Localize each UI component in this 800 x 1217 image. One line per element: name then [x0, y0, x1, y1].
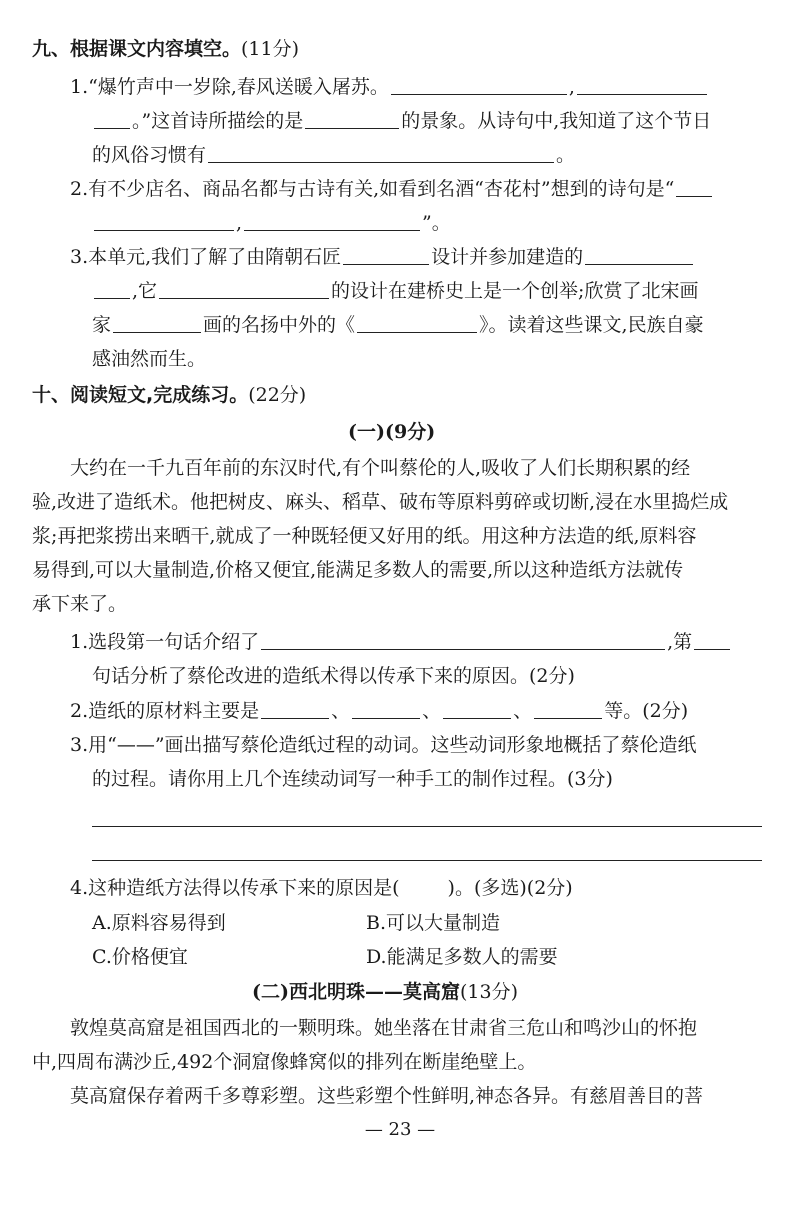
s9-q2-close: ”。 — [422, 212, 451, 234]
p1-q2-blank-1[interactable] — [261, 700, 329, 719]
option-a[interactable]: A.原料容易得到 — [92, 912, 226, 934]
section-10-title: 十、阅读短文,完成练习。 — [32, 384, 249, 406]
p1-q1-blank-2[interactable] — [694, 631, 730, 650]
s9-q1-blank-5[interactable] — [208, 144, 554, 163]
section-9-title: 九、根据课文内容填空。 — [32, 38, 242, 60]
passage-1-line-2: 验,改进了造纸术。他把树皮、麻头、稻草、破布等原料剪碎或切断,浸在水里捣烂成 — [32, 491, 729, 513]
s9-q2-text: 2.有不少店名、商品名都与古诗有关,如看到名酒“杏花村”想到的诗句是“ — [70, 178, 675, 200]
section-10-heading — [32, 383, 306, 407]
p1-q2-blank-3[interactable] — [443, 700, 511, 719]
s9-q3-text-4: 的设计在建桥史上是一个创举;欣赏了北宋画 — [331, 280, 699, 302]
option-b[interactable]: B.可以大量制造 — [366, 912, 501, 934]
passage-1-line-4: 易得到,可以大量制造,价格又便宜,能满足多数人的需要,所以这种造纸方法就传 — [32, 559, 684, 581]
s9-q3-text-6: 画的名扬中外的《 — [203, 314, 356, 336]
s9-q1-text-4: 的风俗习惯有 — [92, 144, 207, 166]
answer-line-1[interactable] — [92, 826, 762, 827]
p1-q2-sep-2: 、 — [422, 700, 442, 722]
s9-q1-line2 — [92, 109, 711, 133]
part-2-title: (二)西北明珠——莫高窟 — [252, 981, 460, 1003]
p1-q3-line1: 3.用“——”画出描写蔡伦造纸过程的动词。这些动词形象地概括了蔡伦造纸 — [70, 734, 697, 756]
p1-q2-blank-2[interactable] — [352, 700, 420, 719]
p1-q2-line — [70, 699, 688, 723]
passage-2-line-2: 中,四周布满沙丘,492个洞窟像蜂窝似的排列在断崖绝壁上。 — [32, 1051, 537, 1073]
p1-q3-line2: 的过程。请你用上几个连续动词写一种手工的制作过程。(3分) — [92, 768, 613, 790]
s9-q3-blank-1[interactable] — [343, 246, 429, 265]
s9-q3-text-2: 设计并参加建造的 — [431, 246, 584, 268]
passage-2-line-1: 敦煌莫高窟是祖国西北的一颗明珠。她坐落在甘肃省三危山和鸣沙山的怀抱 — [70, 1017, 698, 1039]
s9-q3-text-8: 感油然而生。 — [92, 348, 207, 370]
p1-q2-text-2: 等。(2分) — [604, 700, 689, 722]
p1-q1-line1 — [70, 630, 732, 654]
s9-q1-blank-1[interactable] — [391, 76, 567, 95]
s9-q1-blank-2[interactable] — [577, 76, 707, 95]
s9-q3-text: 3.本单元,我们了解了由隋朝石匠 — [70, 246, 342, 268]
s9-q3-line2 — [92, 279, 698, 303]
p1-q4-text: 4.这种造纸方法得以传承下来的原因是( — [70, 877, 400, 899]
part-2-points: (13分) — [459, 981, 518, 1003]
p1-q2-sep-1: 、 — [331, 700, 351, 722]
part-2-heading — [252, 980, 518, 1004]
p1-q1-text-2: ,第 — [667, 631, 693, 653]
passage-2-line-3: 莫高窟保存着两千多尊彩塑。这些彩塑个性鲜明,神态各异。有慈眉善目的菩 — [70, 1085, 704, 1107]
part-1-title: (一)(9分) — [348, 421, 436, 443]
p1-q2-sep-3: 、 — [513, 700, 533, 722]
s9-q1-comma: , — [568, 76, 575, 98]
s9-q3-blank-4[interactable] — [159, 280, 329, 299]
s9-q2-comma: , — [236, 212, 243, 234]
s9-q1-period: 。 — [556, 144, 576, 166]
s9-q3-blank-2[interactable] — [585, 246, 693, 265]
s9-q2-line1 — [70, 177, 714, 201]
s9-q1-text-3: 的景象。从诗句中,我知道了这个节日 — [401, 110, 712, 132]
section-10-points: (22分) — [248, 384, 307, 406]
s9-q3-line1 — [70, 245, 695, 269]
answer-line-2[interactable] — [92, 860, 762, 861]
option-d[interactable]: D.能满足多数人的需要 — [366, 946, 558, 968]
s9-q2-blank-1[interactable] — [676, 178, 712, 197]
s9-q1-line3 — [92, 143, 575, 167]
s9-q1-blank-3[interactable] — [94, 110, 130, 129]
page-number: — 23 — — [364, 1119, 436, 1140]
s9-q2-line2 — [92, 211, 451, 235]
option-c[interactable]: C.价格便宜 — [92, 946, 188, 968]
s9-q3-blank-5[interactable] — [113, 314, 201, 333]
passage-1-line-1: 大约在一千九百年前的东汉时代,有个叫蔡伦的人,吸收了人们长期积累的经 — [70, 457, 691, 479]
passage-1-line-5: 承下来了。 — [32, 593, 128, 615]
s9-q1-line1 — [70, 75, 709, 99]
p1-q1-text: 1.选段第一句话介绍了 — [70, 631, 260, 653]
s9-q3-text-7: 》。读着这些课文,民族自豪 — [479, 314, 704, 336]
s9-q3-text-3: ,它 — [132, 280, 158, 302]
s9-q3-text-5: 家 — [92, 314, 112, 336]
p1-q2-text: 2.造纸的原材料主要是 — [70, 700, 260, 722]
section-9-heading — [32, 37, 299, 61]
p1-q1-line2: 句话分析了蔡伦改进的造纸术得以传承下来的原因。(2分) — [92, 665, 575, 687]
section-9-points: (11分) — [241, 38, 300, 60]
s9-q3-line3 — [92, 313, 704, 337]
s9-q3-blank-6[interactable] — [357, 314, 477, 333]
s9-q1-blank-4[interactable] — [305, 110, 399, 129]
s9-q1-text-2: 。”这首诗所描绘的是 — [132, 110, 304, 132]
s9-q1-text: 1.“爆竹声中一岁除,春风送暖入屠苏。 — [70, 76, 389, 98]
s9-q3-line4 — [92, 347, 206, 371]
s9-q2-blank-2[interactable] — [94, 212, 234, 231]
passage-1-line-3: 浆;再把浆捞出来晒干,就成了一种既轻便又好用的纸。用这种方法造的纸,原料容 — [32, 525, 697, 547]
s9-q3-blank-3[interactable] — [94, 280, 130, 299]
p1-q4-line — [70, 876, 573, 900]
s9-q2-blank-3[interactable] — [244, 212, 420, 231]
p1-q1-blank-1[interactable] — [261, 631, 665, 650]
p1-q2-blank-4[interactable] — [534, 700, 602, 719]
p1-q4-text-2: )。(多选)(2分) — [447, 877, 573, 899]
